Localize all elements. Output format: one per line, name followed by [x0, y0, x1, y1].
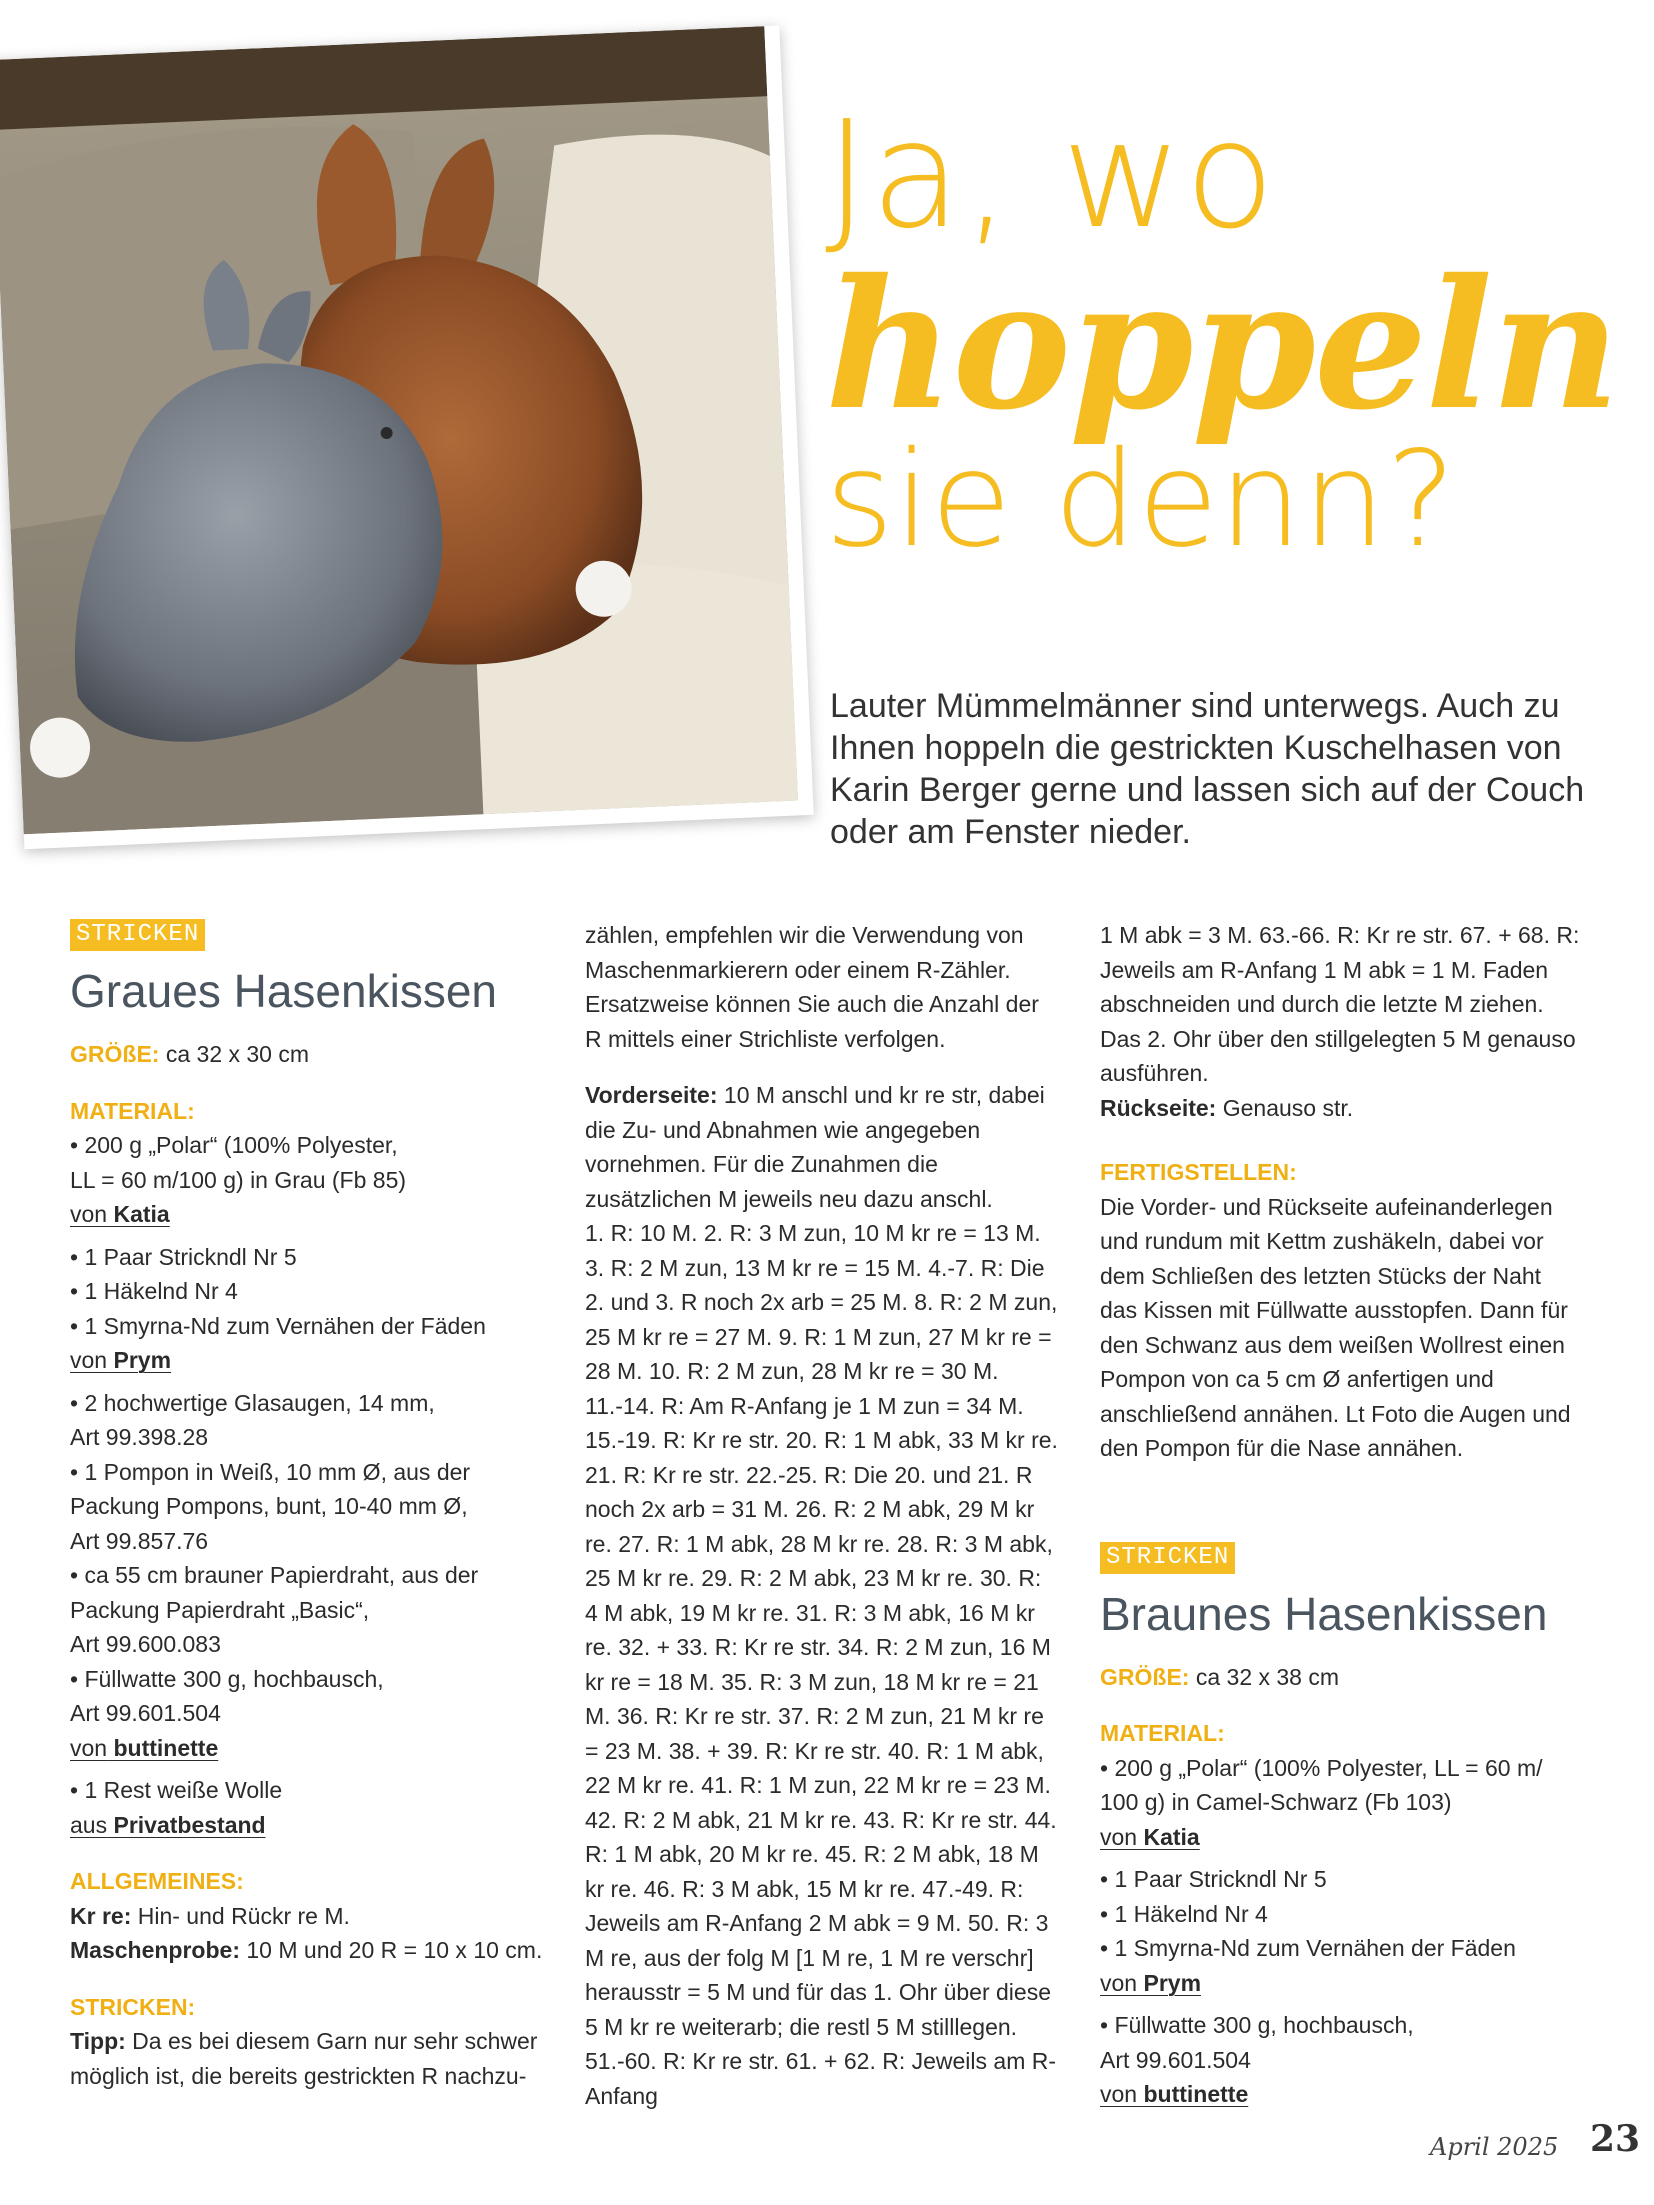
supplier-line: aus Privatbestand	[70, 1811, 266, 1838]
material-label: MATERIAL:	[1100, 1720, 1225, 1746]
ears-text: 1 M abk = 3 M. 63.-66. R: Kr re str. 67. + 68. R: Jeweils am R-Anfang 1 M abk = 1 M. Faden abschneiden und durch die letzte M ziehen. Das 2. Ohr über den stillgelegten 5 M genauso ausführen.	[1100, 922, 1580, 1086]
material-item: • 1 Pompon in Weiß, 10 mm Ø, aus der	[70, 1458, 471, 1485]
bunny-pillows-illustration	[0, 26, 798, 834]
supplier-line: von buttinette	[1100, 2081, 1249, 2107]
material-item: Art 99.398.28	[70, 1424, 209, 1450]
supplier-line: von Prym	[70, 1347, 172, 1373]
material-item: • 200 g „Polar“ (100% Polyester, LL = 60 m/	[1100, 1754, 1543, 1781]
issue-date: April 2025	[1430, 2133, 1559, 2161]
column-1	[70, 915, 560, 2093]
size-value: ca 32 x 38 cm	[1195, 1663, 1340, 1690]
supplier-line: von Katia	[70, 1201, 170, 1227]
finishing-text: Die Vorder- und Rückseite aufeinanderlegen und rundum mit Kettm zushäkeln, dabei vor dem Schließen des letzten Stücks der Naht das Kissen mit Füllwatte ausstopfen. Dann für den Schwanz aus dem weißen Wollrest einen Pompon von ca 5 cm Ø anfertigen und anschließend annähen. Lt Foto die Augen und den Pompon für die Nase annähen.	[1100, 1193, 1571, 1461]
krre-line: Kr re: Hin- und Rückr re M.	[70, 1902, 350, 1929]
pattern-title: Braunes Hasenkissen	[1100, 1587, 1548, 1640]
headline-line3: sie denn?	[825, 423, 1456, 577]
material-item: • 2 hochwertige Glasaugen, 14 mm,	[70, 1389, 435, 1416]
material-item: • Füllwatte 300 g, hochbausch,	[70, 1665, 384, 1692]
supplier-line: von Prym	[1100, 1969, 1202, 1996]
material-item: • 1 Smyrna-Nd zum Vernähen der Fäden	[1100, 1935, 1516, 1961]
material-item: LL = 60 m/100 g) in Grau (Fb 85)	[70, 1166, 407, 1193]
material-item: • 1 Paar Strickndl Nr 5	[70, 1243, 297, 1270]
material-item: Packung Papierdraht „Basic“,	[70, 1596, 370, 1623]
material-item: • 1 Paar Strickndl Nr 5	[1100, 1866, 1327, 1892]
photo-frame	[0, 26, 814, 850]
row-instructions: 1. R: 10 M. 2. R: 3 M zun, 10 M kr re = 13 M. 3. R: 2 M zun, 13 M kr re = 15 M. 4.-7. R: Die 2. und 3. R noch 2x arb = 25 M. 8. R: 2 M zun, 25 M kr re = 27 M. 9. R: 1 M zun, 27 M kr re = 28 M. 10. R: 2 M zun, 28 M kr re = 30 M. 11.-14. R: Am R-Anfang je 1 M zun = 34 M. 15.-19. R: Kr re str. 20. R: 1 M abk, 33 M kr re. 21. R: Kr re str. 22.-25. R: Die 20. und 21. R noch 2x arb = 31 M. 26. R: 2 M abk, 29 M kr re. 27. R: 1 M abk, 28 M kr re. 28. R: 3 M abk, 25 M kr re. 29. R: 2 M abk, 23 M kr re. 30. R: 4 M abk, 19 M kr re. 31. R: 3 M abk, 16 M kr re. 32. + 33. R: Kr re str. 34. R: 2 M zun, 16 M kr re = 18 M. 35. R: 3 M zun, 18 M kr re = 21 M. 36. R: Kr re str. 37. R: 2 M zun, 21 M kr re = 23 M. 38. + 39. R: Kr re str. 40. R: 1 M abk, 22 M kr re. 41. R: 1 M zun, 22 M kr re = 23 M. 42. R: 2 M abk, 21 M kr re. 43. R: Kr re str. 44. R: 1 M abk, 20 M kr re. 45. R: 2 M abk, 18 M kr re. 46. R: 3 M abk, 15 M kr re. 47.-49. R: Jeweils am R-Anfang 2 M abk = 9 M. 50. R: 3 M re, aus der folg M [1 M re, 1 M re verschr] herausstr = 5 M und für das 1. Ohr über diese 5 M kr re weiterarb; die restl 5 M stilllegen. 51.-60. R: Kr re str. 61. + 62. R: Jeweils am R-Anfang	[585, 1220, 1058, 2109]
general-label: ALLGEMEINES:	[70, 1868, 244, 1894]
material-item: • 1 Smyrna-Nd zum Vernähen der Fäden	[70, 1312, 486, 1339]
material-item: • ca 55 cm brauner Papierdraht, aus der	[70, 1562, 479, 1588]
column-2	[585, 918, 1060, 2113]
headline	[825, 89, 1625, 577]
material-item: 100 g) in Camel-Schwarz (Fb 103)	[1100, 1789, 1452, 1815]
intro-text: Lauter Mümmelmänner sind unterwegs. Auch zu Ihnen hoppeln die gestrickten Kuschelhasen von Karin Berger gerne und lassen sich auf der Couch oder am Fenster nieder.	[830, 687, 1585, 851]
material-item: Packung Pompons, bunt, 10-40 mm Ø,	[70, 1493, 468, 1519]
material-label: MATERIAL:	[70, 1097, 195, 1124]
supplier-line: von Katia	[1100, 1823, 1200, 1850]
front-side-text: Vorderseite: 10 M anschl und kr re str, dabei die Zu- und Abnahmen wie angegeben vornehmen. Für die Zunahmen die zusätzlichen M jeweils neu dazu anschl.	[585, 1082, 1045, 1212]
material-item: Art 99.857.76	[70, 1527, 209, 1554]
material-item: • 200 g „Polar“ (100% Polyester,	[70, 1132, 398, 1158]
material-item: • 1 Rest weiße Wolle	[70, 1777, 283, 1803]
pattern-title: Graues Hasenkissen	[70, 965, 497, 1017]
page-number: 23	[1590, 2118, 1641, 2160]
size-value: ca 32 x 30 cm	[165, 1041, 310, 1067]
finishing-label: FERTIGSTELLEN:	[1100, 1159, 1297, 1185]
column-3	[1100, 918, 1580, 2112]
size-label: GRÖßE:	[70, 1041, 160, 1067]
back-side-text: Rückseite: Genauso str.	[1100, 1094, 1354, 1121]
size-label: GRÖßE:	[1100, 1663, 1190, 1690]
material-item: Art 99.600.083	[70, 1631, 221, 1657]
bunny-pillows-photo	[0, 26, 798, 834]
supplier-line: von buttinette	[70, 1734, 219, 1761]
counting-text: zählen, empfehlen wir die Verwendung von Maschenmarkierern oder einem R-Zähler. Ersatzweise können Sie auch die Anzahl der R mittels einer Strichliste verfolgen.	[585, 922, 1039, 1052]
material-item: • Füllwatte 300 g, hochbausch,	[1100, 2012, 1414, 2038]
headline-line1: Ja, wo	[825, 89, 1278, 261]
tip-text: Tipp: Da es bei diesem Garn nur sehr schwer möglich ist, die bereits gestrickten R nachzu-	[70, 2028, 538, 2089]
knitting-label: STRICKEN:	[70, 1993, 196, 2020]
section-tag: STRICKEN	[1100, 1542, 1235, 1574]
material-item: Art 99.601.504	[1100, 2046, 1251, 2073]
material-item: • 1 Häkelnd Nr 4	[1100, 1900, 1268, 1927]
material-item: • 1 Häkelnd Nr 4	[70, 1278, 238, 1304]
section-tag: STRICKEN	[70, 919, 205, 951]
headline-line2: hoppeln	[825, 240, 1619, 449]
material-item: Art 99.601.504	[70, 1700, 221, 1726]
gauge-line: Maschenprobe: 10 M und 20 R = 10 x 10 cm.	[70, 1937, 543, 1963]
